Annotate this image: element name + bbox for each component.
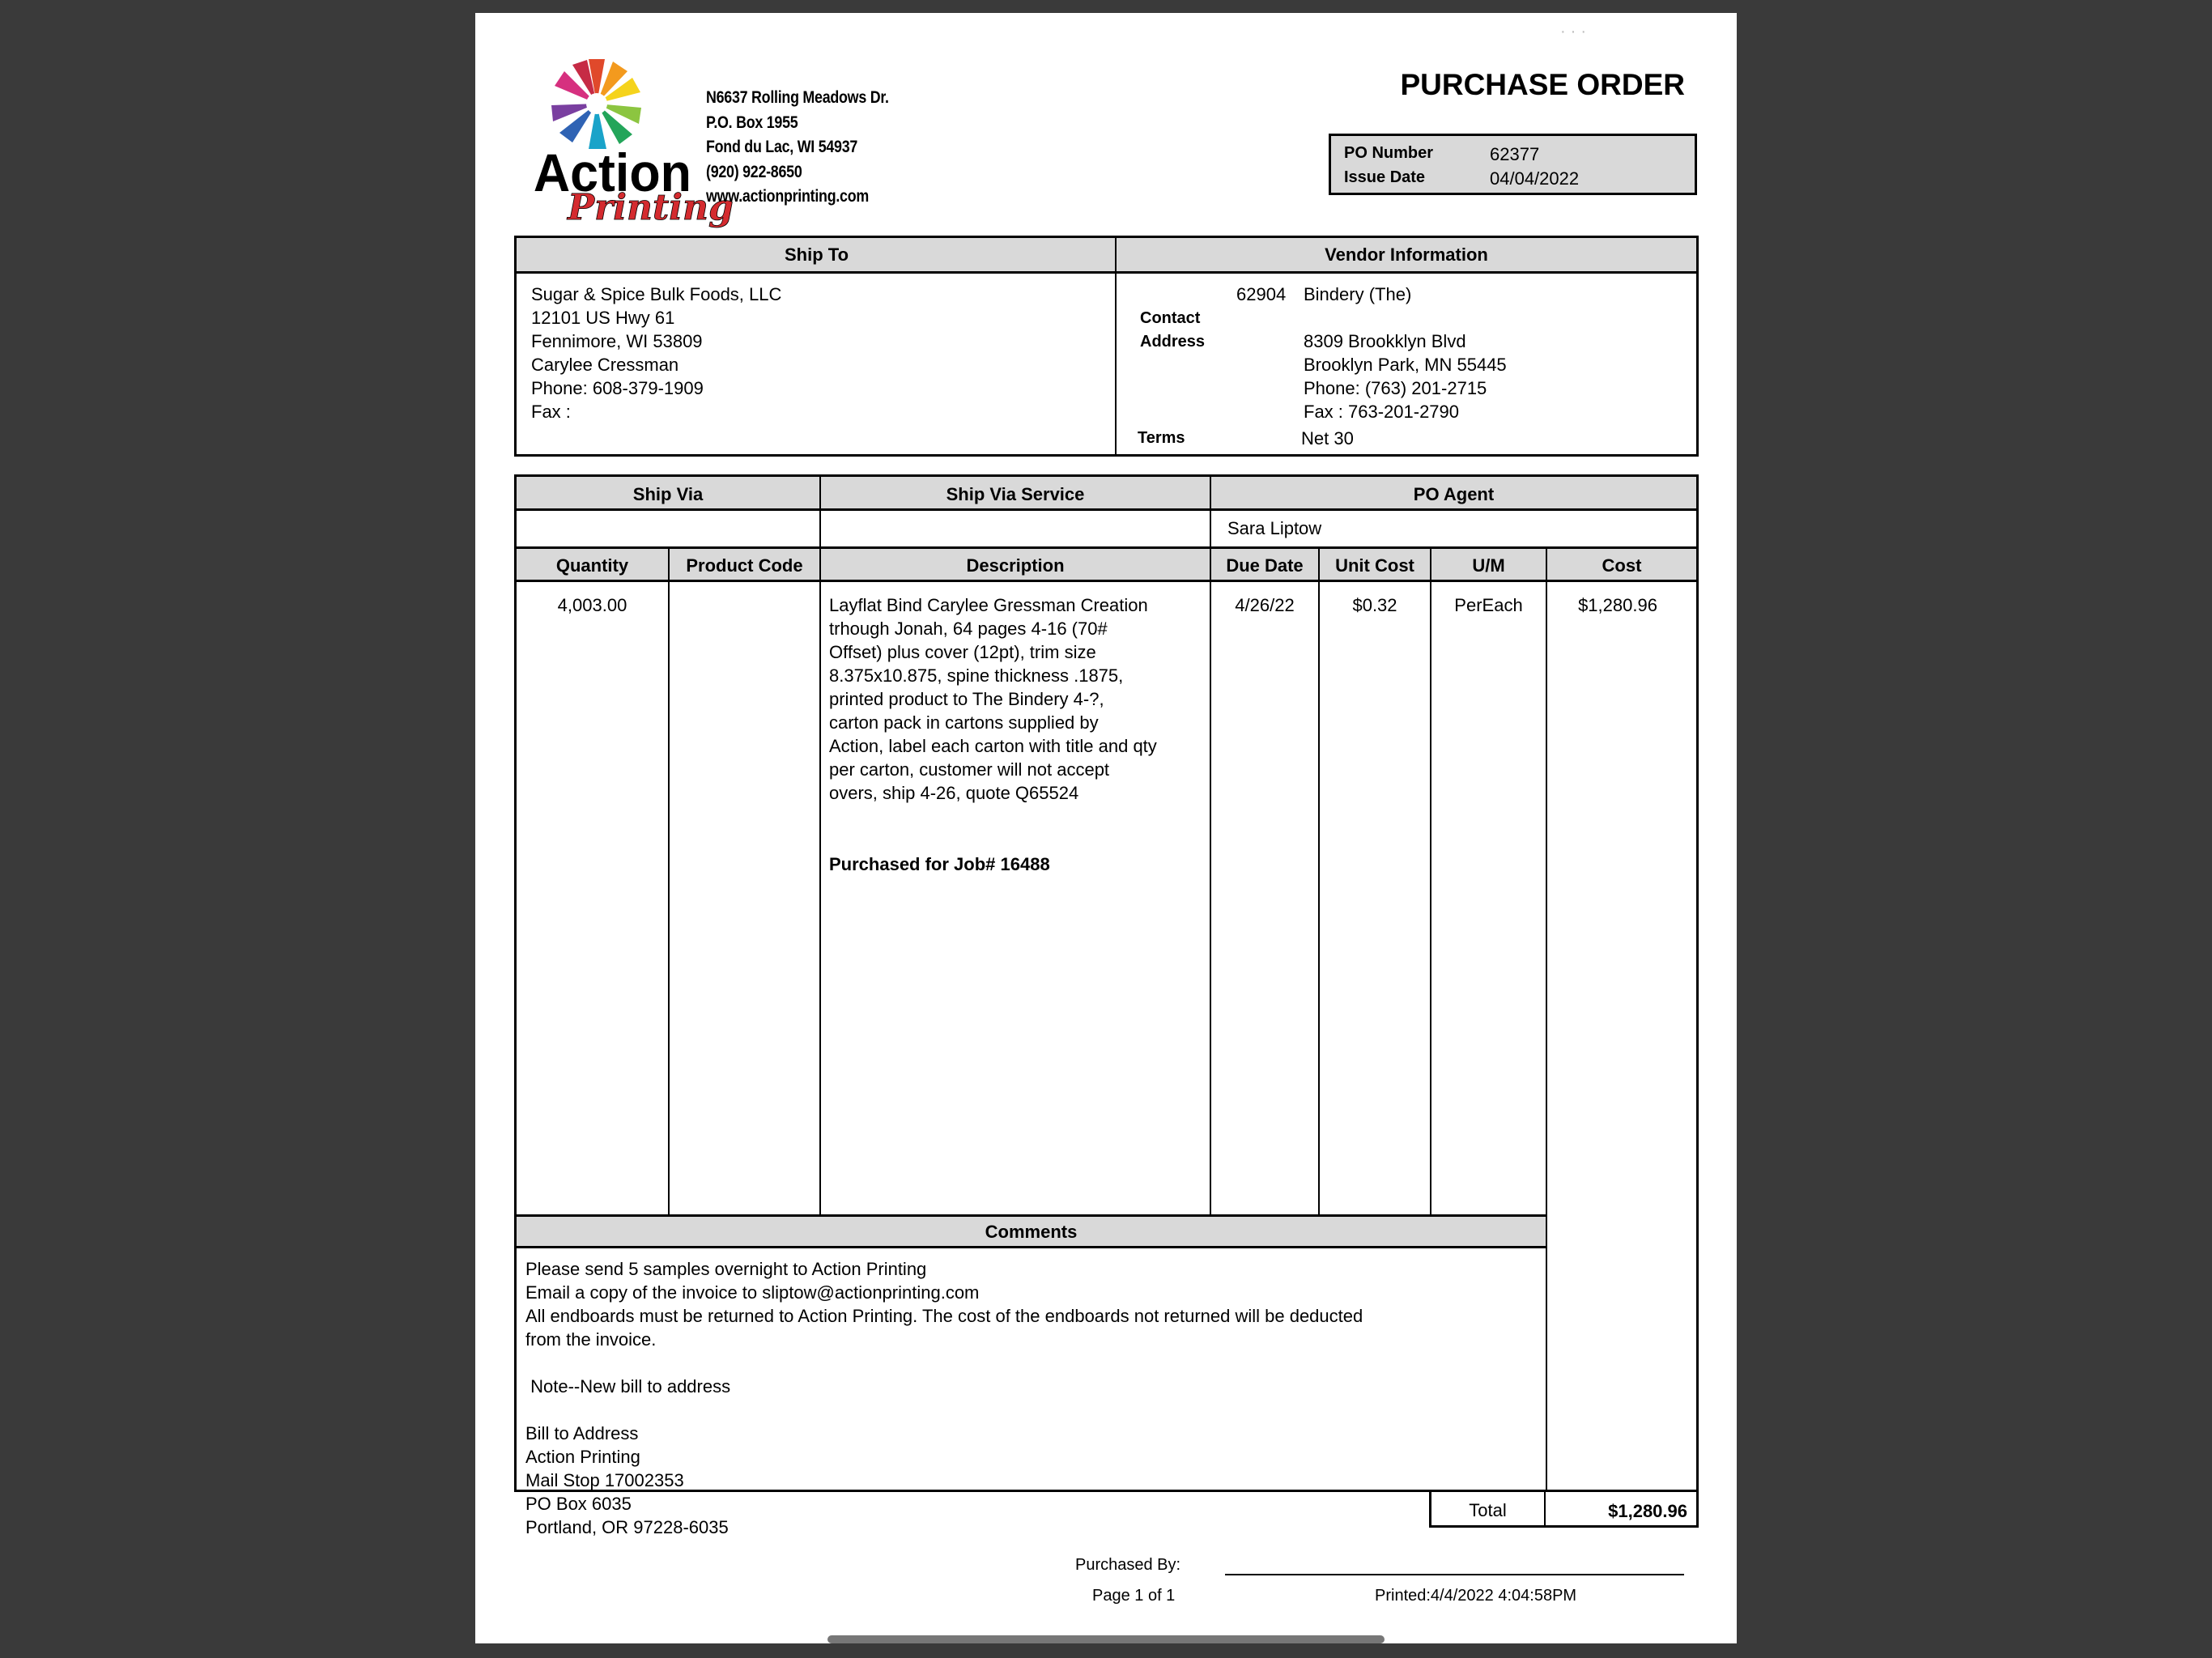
address-line: N6637 Rolling Meadows Dr. xyxy=(706,88,889,107)
comment-line: Please send 5 samples overnight to Action Printing xyxy=(525,1259,927,1279)
col-quantity: Quantity xyxy=(555,555,629,576)
comment-line: Note--New bill to address xyxy=(525,1376,731,1397)
job-note: Purchased for Job# 16488 xyxy=(829,854,1050,874)
ship-via-service-label: Ship Via Service xyxy=(946,484,1085,504)
vendor-name: Bindery (The) xyxy=(1304,284,1412,304)
total-value: $1,280.96 xyxy=(1608,1501,1687,1521)
description-line: Action, label each carton with title and qty xyxy=(829,736,1157,756)
document-page xyxy=(475,13,1737,1643)
divider xyxy=(1210,477,1211,546)
vendor-id: 62904 xyxy=(1236,284,1287,304)
vendor-address-line: 8309 Brookklyn Blvd xyxy=(1304,331,1466,351)
description-line: overs, ship 4-26, quote Q65524 xyxy=(829,783,1079,803)
description-line: printed product to The Bindery 4-?, xyxy=(829,689,1104,709)
printed-timestamp: Printed:4/4/2022 4:04:58PM xyxy=(1375,1587,1577,1605)
page-number: Page 1 of 1 xyxy=(1092,1587,1176,1605)
comments-body xyxy=(525,1259,1363,1541)
svg-text:Printing: Printing xyxy=(568,187,734,228)
vendor-address xyxy=(1304,331,1507,425)
action-printing-logo xyxy=(532,53,734,233)
item-um: PerEach xyxy=(1454,595,1523,615)
comments-title: Comments xyxy=(985,1222,1078,1242)
contact-label: Contact xyxy=(1140,309,1201,327)
col-unit-cost: Unit Cost xyxy=(1335,555,1414,576)
home-indicator[interactable] xyxy=(827,1635,1385,1643)
description-line: per carton, customer will not accept xyxy=(829,759,1110,780)
page-drag-dots: ··· xyxy=(1560,23,1591,40)
ship-to-line: Carylee Cressman xyxy=(531,355,679,375)
vendor-header: Vendor Information xyxy=(1117,238,1696,274)
ship-to-line: Sugar & Spice Bulk Foods, LLC xyxy=(531,284,782,304)
comment-line xyxy=(525,1353,1363,1376)
col-cost: Cost xyxy=(1602,555,1642,576)
ship-to-line: Phone: 608-379-1909 xyxy=(531,378,704,398)
comment-line: Email a copy of the invoice to sliptow@actionprinting.com xyxy=(525,1282,980,1303)
comment-line: All endboards must be returned to Action Printing. The cost of the endboards not returned will be deducted xyxy=(525,1306,1363,1326)
ship-to-header: Ship To xyxy=(517,238,1117,274)
address-label: Address xyxy=(1140,333,1206,351)
total-label: Total xyxy=(1469,1500,1507,1520)
col-due-date: Due Date xyxy=(1226,555,1304,576)
item-cost: $1,280.96 xyxy=(1578,595,1657,615)
total-box xyxy=(1429,1490,1699,1528)
ship-to-line: 12101 US Hwy 61 xyxy=(531,308,675,328)
svg-text:Action: Action xyxy=(533,142,691,203)
column-divider xyxy=(1318,546,1320,1214)
address-line: Fond du Lac, WI 54937 xyxy=(706,138,858,156)
column-divider xyxy=(819,546,821,1214)
document-title: PURCHASE ORDER xyxy=(1400,68,1685,101)
ship-via-label: Ship Via xyxy=(632,484,704,504)
column-divider xyxy=(1546,546,1547,1490)
comment-line: Portland, OR 97228-6035 xyxy=(525,1517,729,1537)
col-product-code: Product Code xyxy=(686,555,803,576)
col-um: U/M xyxy=(1472,555,1505,576)
divider xyxy=(819,477,821,546)
comment-line: from the invoice. xyxy=(525,1329,657,1350)
description-line: carton pack in cartons supplied by xyxy=(829,712,1099,733)
ship-to-address xyxy=(531,284,781,425)
po-number: 62377 xyxy=(1490,144,1540,164)
vendor-address-line: Phone: (763) 201-2715 xyxy=(1304,378,1487,398)
ship-to-line: Fennimore, WI 53809 xyxy=(531,331,703,351)
comment-line: Mail Stop 17002353 xyxy=(525,1470,684,1490)
address-line: P.O. Box 1955 xyxy=(706,113,798,132)
description-line: 8.375x10.875, spine thickness .1875, xyxy=(829,665,1124,686)
po-number-label: PO Number xyxy=(1344,144,1434,162)
ship-to-line: Fax : xyxy=(531,402,571,422)
item-quantity: 4,003.00 xyxy=(557,595,627,615)
description-line: trhough Jonah, 64 pages 4-16 (70# xyxy=(829,619,1108,639)
po-agent-label: PO Agent xyxy=(1413,484,1495,504)
address-line: (920) 922-8650 xyxy=(706,162,802,181)
issue-date-label: Issue Date xyxy=(1344,168,1426,186)
terms-label: Terms xyxy=(1138,429,1185,447)
comment-line: PO Box 6035 xyxy=(525,1494,632,1514)
description-line: Offset) plus cover (12pt), trim size xyxy=(829,642,1096,662)
signature-line xyxy=(1225,1574,1684,1575)
po-info-box xyxy=(1329,134,1697,195)
col-description: Description xyxy=(966,555,1065,576)
description-line: Layflat Bind Carylee Gressman Creation xyxy=(829,595,1148,615)
issue-date: 04/04/2022 xyxy=(1490,168,1580,189)
company-address xyxy=(706,86,889,210)
company-website: www.actionprinting.com xyxy=(706,187,869,206)
terms-value: Net 30 xyxy=(1301,428,1354,449)
comment-line: Bill to Address xyxy=(525,1423,639,1443)
purchased-by-label: Purchased By: xyxy=(1075,1556,1181,1574)
item-description xyxy=(829,595,1157,806)
po-agent-value: Sara Liptow xyxy=(1227,518,1322,538)
divider xyxy=(1115,238,1117,454)
comment-line xyxy=(525,1400,1363,1423)
item-due-date: 4/26/22 xyxy=(1235,595,1295,615)
comment-line: Action Printing xyxy=(525,1447,640,1467)
column-divider xyxy=(668,546,670,1214)
ship-vendor-box xyxy=(514,236,1699,457)
vendor-address-line: Brooklyn Park, MN 55445 xyxy=(1304,355,1507,375)
item-unit-cost: $0.32 xyxy=(1352,595,1397,615)
column-divider xyxy=(1430,546,1431,1214)
vendor-address-line: Fax : 763-201-2790 xyxy=(1304,402,1460,422)
column-divider xyxy=(1210,546,1211,1214)
